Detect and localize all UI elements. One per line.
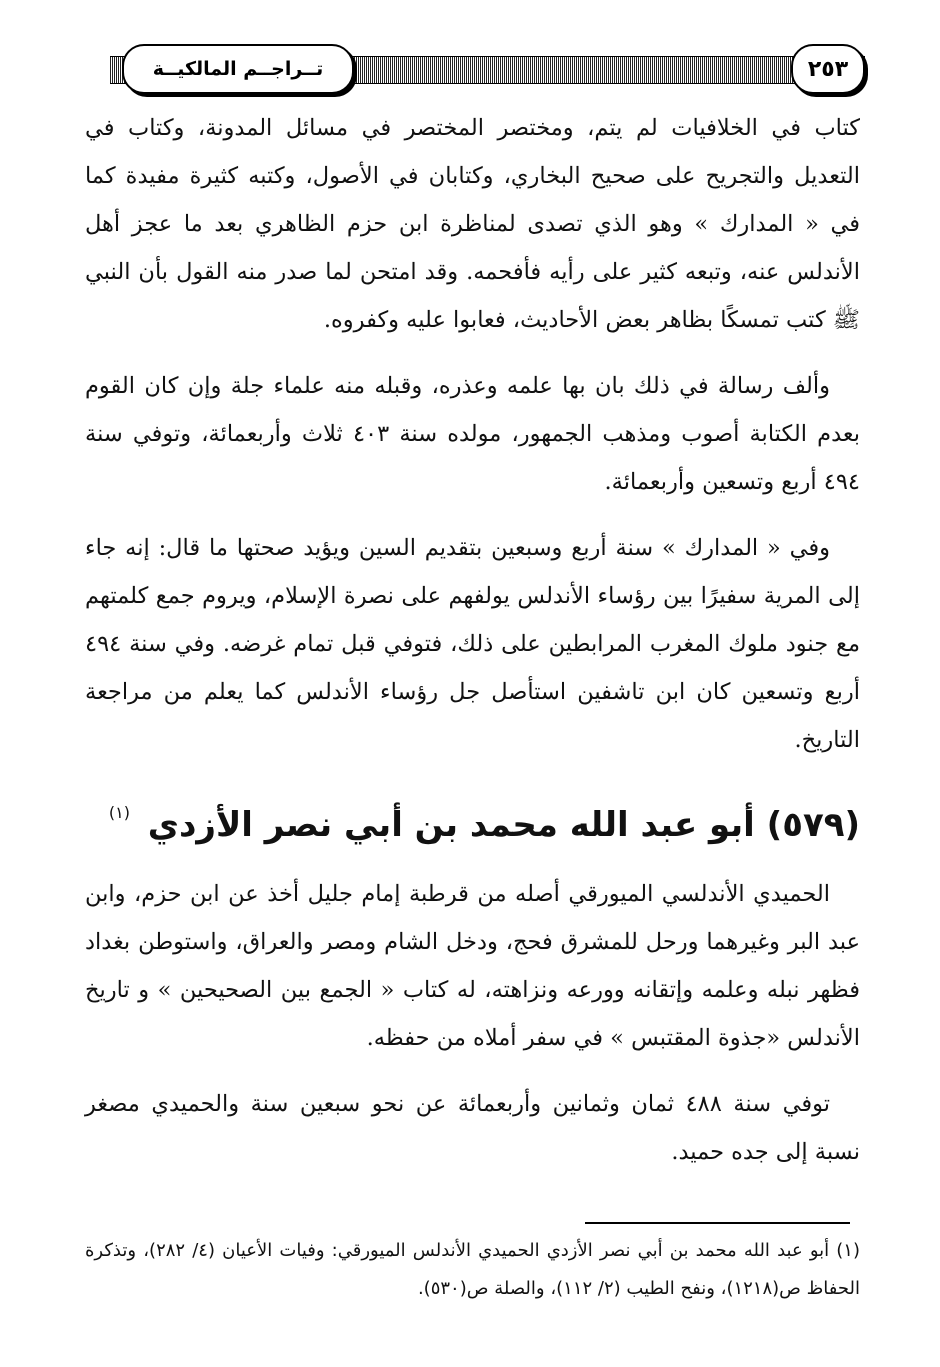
footnotes-section — [85, 1232, 860, 1308]
biography-name: أبو عبد الله محمد بن أبي نصر الأزدي — [147, 805, 755, 845]
footnote-1: (١) أبو عبد الله محمد بن أبي نصر الأزدي الحميدي الأندلس الميورقي: وفيات الأعيان (٤/ ٢٨٢)، وتذكرة الحفاظ ص(١٢١٨)، ونفح الطيب (٢/ ١١٢)، والصلة ص(٥٣٠). — [85, 1240, 860, 1299]
page-number: ٢٥٣ — [791, 44, 865, 94]
biography-paragraph-2: توفي سنة ٤٨٨ ثمان وثمانين وأربعمائة عن نحو سبعين سنة والحميدي مصغر نسبة إلى جده حميد. — [85, 1091, 860, 1165]
footnote-reference: (١) — [108, 803, 130, 822]
main-text — [85, 104, 860, 1194]
page-header — [110, 40, 865, 102]
paragraph-1: كتاب في الخلافيات لم يتم، ومختصر المختصر في مسائل المدونة، وكتاب في التعديل والتجريح على صحيح البخاري، وكتابان في الأصول، وكتبه كثيرة مفيدة كما في « المدارك » وهو الذي تصدى لمناظرة ابن حزم الظاهري بعد ما عجز أهل الأندلس عنه، وتبعه كثير على رأيه فأفحمه. وقد امتحن لما صدر منه القول بأن النبي ﷺ كتب تمسكًا بظاهر بعض الأحاديث، فعابوا عليه وكفروه. — [85, 115, 860, 333]
biography-number: (٥٧٩) — [766, 805, 860, 845]
biography-paragraph-1: الحميدي الأندلسي الميورقي أصله من قرطبة إمام جليل أخذ عن ابن حزم، وابن عبد البر وغيرهما ورحل للمشرق فحج، ودخل الشام ومصر والعراق، واستوطن بغداد فظهر نبله وعلمه وإتقانه وورعه ونزاهته، له كتاب « الجمع بين الصحيحين » و تاريخ الأندلس «جذوة المقتبس » في سفر أملاه من حفظه. — [85, 881, 860, 1051]
running-title: تــراجــم المالكيــة — [122, 44, 354, 94]
biography-heading — [85, 782, 860, 856]
footnote-divider — [585, 1222, 850, 1224]
paragraph-3: وفي « المدارك » سنة أربع وسبعين بتقديم السين ويؤيد صحتها ما قال: إنه جاء إلى المرية سفيرًا بين رؤساء الأندلس يولفهم على نصرة الإسلام، ويروم جمع كلمتهم مع جنود ملوك المغرب المرابطين على ذلك، فتوفي قبل تمام غرضه. وفي سنة ٤٩٤ أربع وتسعين كان ابن تاشفين استأصل جل رؤساء الأندلس كما يعلم من مراجعة التاريخ. — [85, 535, 860, 753]
paragraph-2: وألف رسالة في ذلك بان بها علمه وعذره، وقبله منه علماء جلة وإن كان القوم بعدم الكتابة أصوب ومذهب الجمهور، مولده سنة ٤٠٣ ثلاث وأربعمائة، وتوفي سنة ٤٩٤ أربع وتسعين وأربعمائة. — [85, 373, 860, 495]
